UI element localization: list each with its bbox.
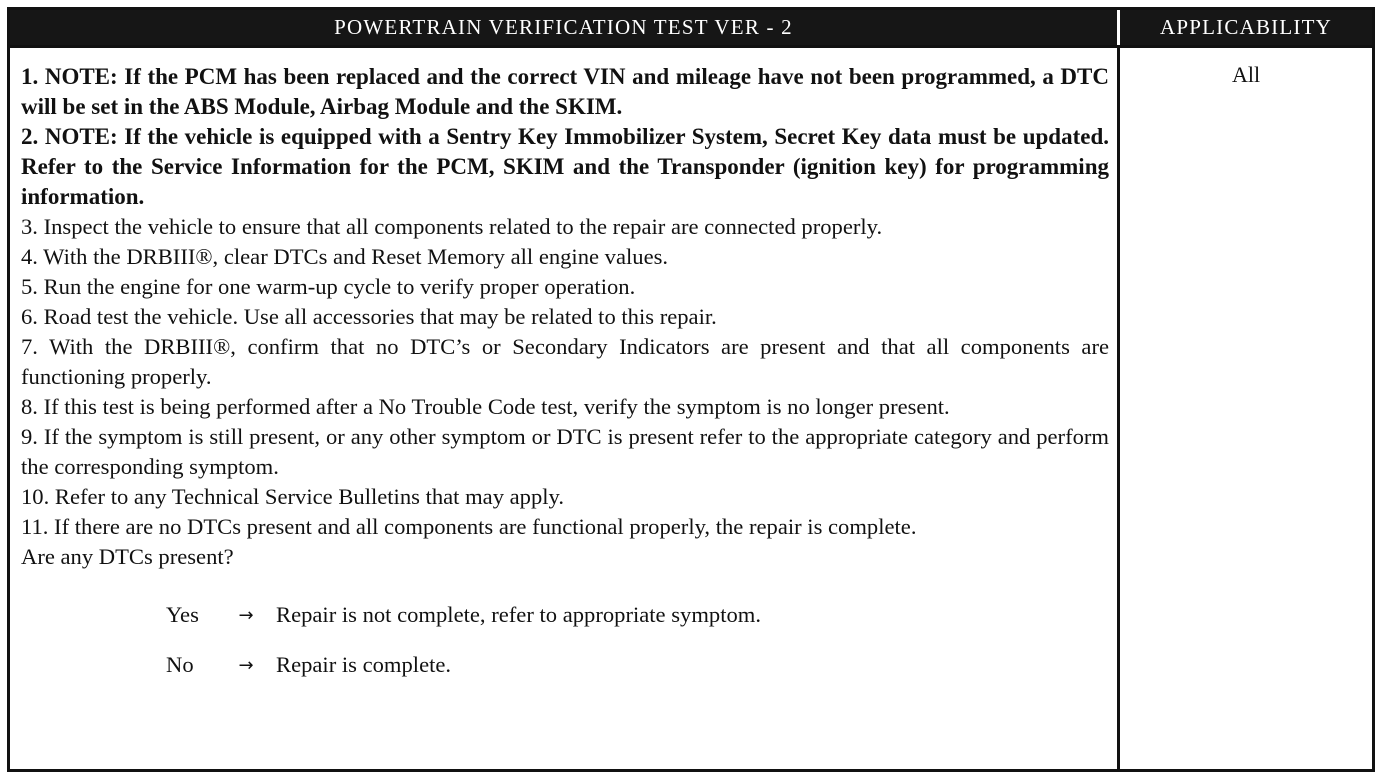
- procedure-step: 4. With the DRBIII®, clear DTCs and Reset Memory all engine values.: [21, 244, 669, 269]
- arrow-right-icon: →: [238, 654, 254, 676]
- answer-result: Repair is not complete, refer to appropriate symptom.: [276, 602, 761, 627]
- procedure-step: 3. Inspect the vehicle to ensure that all components related to the repair are connected properly.: [21, 214, 883, 239]
- test-title-header: POWERTRAIN VERIFICATION TEST VER - 2: [10, 10, 1120, 45]
- procedure-step: 8. If this test is being performed after a No Trouble Code test, verify the symptom is no longer present.: [21, 394, 950, 419]
- note-step: 1. NOTE: If the PCM has been replaced and the correct VIN and mileage have not been programmed, a DTC will be set in the ABS Module, Airbag Module and the SKIM.: [21, 64, 1109, 119]
- table-header-row: [10, 10, 1372, 48]
- answers-list: [21, 590, 1109, 690]
- answer-result: Repair is complete.: [276, 652, 452, 677]
- answer-key: No: [166, 652, 194, 677]
- steps-list: [21, 62, 1109, 542]
- procedure-step: 6. Road test the vehicle. Use all accessories that may be related to this repair.: [21, 304, 717, 329]
- procedure-step: 11. If there are no DTCs present and all components are functional properly, the repair is complete.: [21, 514, 917, 539]
- arrow-right-icon: →: [238, 604, 254, 626]
- applicability-cell: All: [1231, 62, 1261, 87]
- procedure-cell: [10, 48, 1120, 769]
- test-question: Are any DTCs present?: [21, 544, 234, 569]
- answer-row: [166, 640, 1109, 690]
- table-body-row: [10, 48, 1372, 769]
- answer-row: [166, 590, 1109, 640]
- applicability-header: APPLICABILITY: [1160, 15, 1332, 39]
- verification-test-table: [7, 7, 1375, 772]
- procedure-step: 5. Run the engine for one warm-up cycle to verify proper operation.: [21, 274, 636, 299]
- procedure-step: 9. If the symptom is still present, or any other symptom or DTC is present refer to the appropriate category and perform the corresponding symptom.: [21, 424, 1109, 479]
- procedure-step: 10. Refer to any Technical Service Bulletins that may apply.: [21, 484, 565, 509]
- procedure-step: 7. With the DRBIII®, confirm that no DTC’s or Secondary Indicators are present and that all components are functioning properly.: [21, 334, 1109, 389]
- answer-key: Yes: [166, 602, 199, 627]
- note-step: 2. NOTE: If the vehicle is equipped with a Sentry Key Immobilizer System, Secret Key data must be updated. Refer to the Service Information for the PCM, SKIM and the Transponder (ignition key) for programming information.: [21, 124, 1109, 209]
